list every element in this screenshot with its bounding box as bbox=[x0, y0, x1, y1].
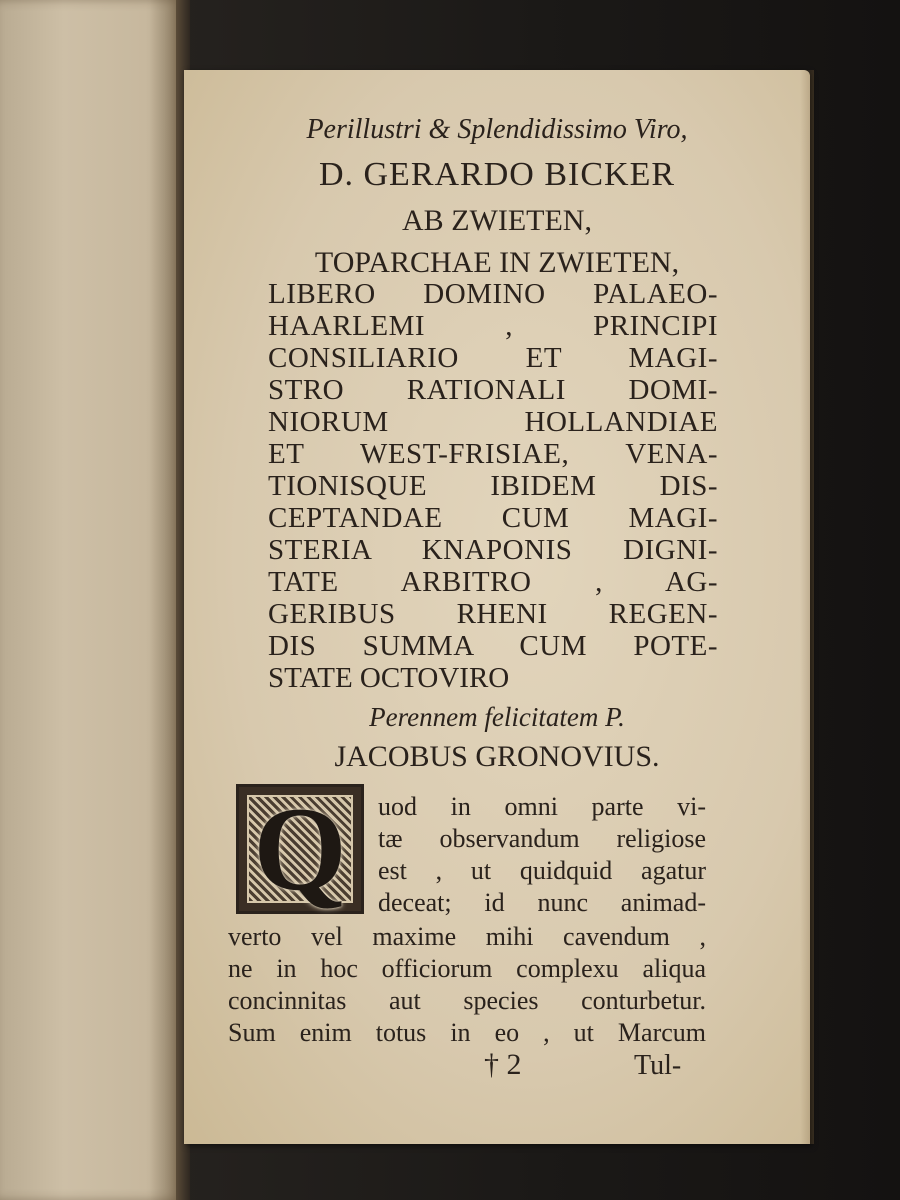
title-line: STATE OCTOVIRO bbox=[268, 662, 510, 694]
title-line: STERIA KNAPONIS DIGNI- bbox=[268, 534, 718, 566]
body-line: uod in omni parte vi- bbox=[378, 792, 706, 821]
title-line: STRO RATIONALI DOMI- bbox=[268, 374, 718, 406]
initial-letter: Q bbox=[253, 782, 347, 915]
greeting-line: Perennem felicitatem P. bbox=[369, 702, 625, 732]
body-line: deceat; id nunc animad- bbox=[378, 888, 706, 917]
name-line-1: D. GERARDO BICKER bbox=[318, 156, 676, 193]
title-line: CONSILIARIO ET MAGI- bbox=[268, 342, 718, 374]
body-line: tæ observandum religiose bbox=[378, 824, 706, 853]
title-line: ET WEST-FRISIAE, VENA- bbox=[268, 438, 718, 470]
title-line: LIBERO DOMINO PALAEO- bbox=[268, 278, 718, 310]
body-line: verto vel maxime mihi cavendum , bbox=[228, 922, 706, 951]
catchword: Tul- bbox=[634, 1050, 682, 1081]
body-line: ne in hoc officiorum complexu aliqua bbox=[228, 954, 706, 983]
title-line: NIORUM HOLLANDIAE bbox=[268, 406, 718, 438]
title-line: DIS SUMMA CUM POTE- bbox=[268, 630, 718, 662]
title-line: HAARLEMI , PRINCIPI bbox=[268, 310, 718, 342]
signature-mark: † 2 bbox=[484, 1048, 522, 1081]
title-line: GERIBUS RHENI REGEN- bbox=[268, 598, 718, 630]
book-page bbox=[184, 70, 810, 1144]
author-line: JACOBUS GRONOVIUS. bbox=[334, 740, 660, 773]
name-line-2: AB ZWIETEN, bbox=[402, 204, 592, 237]
body-line: est , ut quidquid agatur bbox=[378, 856, 706, 885]
title-line: TOPARCHAE IN ZWIETEN, bbox=[314, 246, 680, 279]
title-line: TATE ARBITRO , AG- bbox=[268, 566, 718, 598]
dedication-line: Perillustri & Splendidissimo Viro, bbox=[306, 114, 688, 145]
title-line: CEPTANDAE CUM MAGI- bbox=[268, 502, 718, 534]
body-line: Sum enim totus in eo , ut Marcum bbox=[228, 1018, 706, 1047]
body-line: concinnitas aut species conturbetur. bbox=[228, 986, 706, 1015]
decorated-initial bbox=[236, 784, 364, 914]
title-line: TIONISQUE IBIDEM DIS- bbox=[268, 470, 718, 502]
